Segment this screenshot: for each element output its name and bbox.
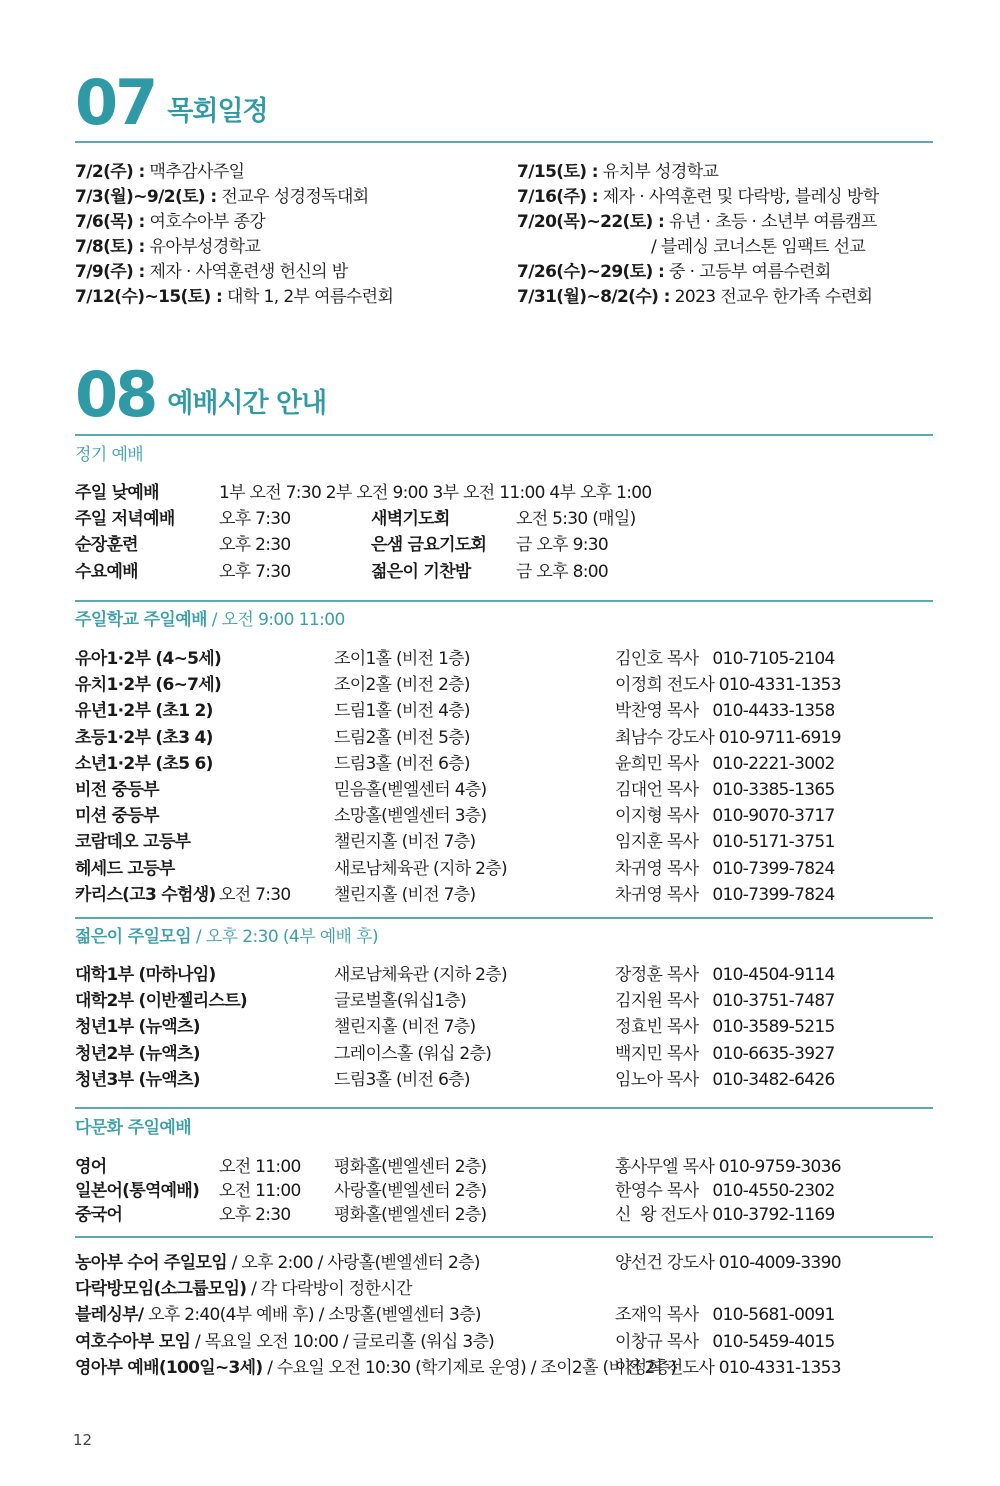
- table-row: [75, 644, 933, 670]
- worship-name: 수요예배: [75, 561, 138, 582]
- schedule-date: 7/6(목) :: [75, 212, 145, 232]
- table-row: [75, 670, 933, 696]
- worship-time: 금 오후 9:30: [516, 535, 608, 556]
- schedule-text: 2023 전교우 한가족 수련회: [669, 287, 873, 307]
- table-row: [75, 696, 933, 722]
- page-number: 12: [73, 1431, 93, 1449]
- place: 사랑홀(벧엘센터 2층): [334, 1181, 487, 1202]
- table-row: [75, 854, 933, 880]
- worship-name: 새벽기도회: [371, 509, 450, 530]
- worship-name: 주일 저녁예배: [75, 509, 175, 530]
- meeting-name: 농아부 수어 주일모임: [75, 1253, 227, 1273]
- contact: 윤희민 목사 010-2221-3002: [615, 753, 835, 774]
- place: 챌린지홀 (비전 7층): [334, 832, 476, 853]
- place: 믿음홀(벧엘센터 4층): [334, 779, 487, 800]
- contact: 장정훈 목사 010-4504-9114: [615, 965, 835, 985]
- other-meetings: [75, 1248, 933, 1379]
- multicultural-title-text: 다문화 주일예배: [75, 1118, 192, 1138]
- schedule-item: [75, 210, 515, 235]
- divider: [75, 434, 933, 436]
- contact: 임노아 목사 010-3482-6426: [615, 1069, 835, 1090]
- contact: 이정희 전도사 010-4331-1353: [615, 1357, 841, 1378]
- place: 평화홀(벧엘센터 2층): [334, 1157, 487, 1177]
- schedule-date: 7/9(주) :: [75, 262, 145, 282]
- contact: 이지형 목사 010-9070-3717: [615, 806, 835, 827]
- place: 글로벌홀(워십1층): [334, 991, 467, 1012]
- place: 그레이스홀 (워십 2층): [334, 1043, 492, 1064]
- table-row: [75, 723, 933, 749]
- department: 코람데오 고등부: [75, 832, 191, 853]
- department: 청년2부 (뉴액츠): [75, 1043, 200, 1064]
- regular-worship-table: [75, 478, 933, 583]
- divider: [75, 917, 933, 919]
- youth-title: [75, 924, 378, 950]
- youth-title-time: / 오후 2:30 (4부 예배 후): [191, 927, 379, 947]
- schedule-date: 7/2(주) :: [75, 162, 145, 182]
- department: 비전 중등부: [75, 779, 159, 800]
- schedule-left-column: [75, 160, 515, 310]
- schedule-text: 대학 1, 2부 여름수련회: [222, 287, 394, 307]
- divider: [75, 1107, 933, 1109]
- worship-name: 젊은이 기찬밤: [371, 561, 471, 582]
- meeting-name: 여호수아부 모임: [75, 1331, 191, 1352]
- contact: 차귀영 목사 010-7399-7824: [615, 858, 835, 879]
- time: 오전 11:00: [219, 1157, 301, 1177]
- contact: 임지훈 목사 010-5171-3751: [615, 832, 835, 853]
- section-title: 예배시간 안내: [167, 388, 327, 419]
- contact: 양선건 강도사 010-4009-3390: [615, 1253, 841, 1273]
- pastoral-schedule: [75, 160, 957, 310]
- meeting-detail: / 수요일 오전 10:30 (학기제로 운영) / 조이2홀 (비전 2층): [262, 1357, 677, 1378]
- multicultural-title: [75, 1115, 191, 1141]
- contact: 최남수 강도사 010-9711-6919: [615, 727, 841, 748]
- table-row: [75, 986, 933, 1012]
- department: 청년1부 (뉴액츠): [75, 1017, 200, 1038]
- place: 드림2홀 (비전 5층): [334, 727, 470, 748]
- worship-row: [75, 478, 933, 504]
- schedule-text: 제자 · 사역훈련생 헌신의 밤: [144, 262, 348, 282]
- contact: 신 왕 전도사 010-3792-1169: [615, 1205, 835, 1226]
- time: 오후 2:30: [219, 1205, 291, 1226]
- worship-row: [75, 557, 933, 583]
- department: 소년1·2부 (초5 6): [75, 753, 213, 774]
- schedule-item: [517, 260, 957, 285]
- table-row: [75, 1039, 933, 1065]
- place: 드림3홀 (비전 6층): [334, 753, 470, 774]
- table-row: [75, 749, 933, 775]
- place: 드림3홀 (비전 6층): [334, 1069, 470, 1090]
- youth-table: [75, 960, 933, 1091]
- section-title: 목회일정: [167, 96, 268, 127]
- meeting-info: [75, 1300, 481, 1325]
- schedule-item: [517, 285, 957, 310]
- language: 영어: [75, 1157, 107, 1177]
- place: 소망홀(벧엘센터 3층): [334, 806, 487, 827]
- worship-time: 금 오후 8:00: [516, 561, 608, 582]
- meeting-row: [75, 1274, 933, 1300]
- multicultural-table: [75, 1152, 933, 1225]
- schedule-item: [517, 160, 957, 185]
- contact: 이창규 목사 010-5459-4015: [615, 1331, 835, 1352]
- department: 청년3부 (뉴액츠): [75, 1069, 200, 1090]
- department: 미션 중등부: [75, 806, 159, 827]
- section-08-header: [75, 358, 327, 431]
- department: 대학1부 (마하나임): [75, 965, 216, 985]
- place: 챌린지홀 (비전 7층): [334, 1017, 476, 1038]
- schedule-item: [75, 235, 515, 260]
- sunday-school-title: [75, 607, 345, 633]
- schedule-text: 여호수아부 종강: [144, 212, 266, 232]
- table-row: [75, 1012, 933, 1038]
- schedule-item: [75, 160, 515, 185]
- place: 평화홀(벧엘센터 2층): [334, 1205, 487, 1226]
- section-07-header: [75, 66, 268, 139]
- department: 카리스(고3 수험생): [75, 884, 216, 905]
- schedule-item: [75, 260, 515, 285]
- place: 조이1홀 (비전 1층): [334, 649, 470, 669]
- worship-time: 오전 5:30 (매일): [516, 509, 636, 530]
- contact: 조재익 목사 010-5681-0091: [615, 1305, 835, 1326]
- worship-time: 1부 오전 7:30 2부 오전 9:00 3부 오전 11:00 4부 오후 1:00: [219, 483, 652, 503]
- schedule-item: [517, 235, 957, 260]
- table-row: [75, 1065, 933, 1091]
- schedule-date: 7/3(월)~9/2(토) :: [75, 187, 217, 207]
- table-row: [75, 775, 933, 801]
- worship-name: 주일 낮예배: [75, 483, 159, 503]
- place: 드림1홀 (비전 4층): [334, 701, 470, 722]
- schedule-text: 맥추감사주일: [144, 162, 245, 182]
- worship-time: 오후 7:30: [219, 509, 291, 530]
- schedule-date: 7/31(월)~8/2(수) :: [517, 287, 670, 307]
- worship-name: 은샘 금요기도회: [371, 535, 487, 556]
- worship-row: [75, 530, 933, 556]
- department-time: 오전 7:30: [219, 884, 291, 905]
- department: 초등1·2부 (초3 4): [75, 727, 213, 748]
- section-number: 07: [75, 66, 156, 139]
- place: 새로남체육관 (지하 2층): [334, 965, 507, 985]
- meeting-info: [75, 1353, 676, 1378]
- time: 오전 11:00: [219, 1181, 301, 1202]
- meeting-detail: / 각 다락방이 정한시간: [246, 1279, 412, 1300]
- divider: [75, 1236, 933, 1238]
- schedule-item: [75, 185, 515, 210]
- meeting-detail: 오후 2:40(4부 예배 후) / 소망홀(벧엘센터 3층): [143, 1305, 481, 1326]
- schedule-right-column: [517, 160, 957, 310]
- divider: [75, 141, 933, 143]
- language: 일본어(통역예배): [75, 1181, 200, 1202]
- meeting-row: [75, 1300, 933, 1326]
- table-row: [75, 1152, 933, 1176]
- contact: 김대언 목사 010-3385-1365: [615, 779, 835, 800]
- schedule-date: 7/26(수)~29(토) :: [517, 262, 665, 282]
- contact: 김지원 목사 010-3751-7487: [615, 991, 835, 1012]
- regular-worship-title: 정기 예배: [75, 445, 144, 465]
- meeting-detail: / 목요일 오전 10:00 / 글로리홀 (워십 3층): [190, 1331, 495, 1352]
- schedule-text: 유치부 성경학교: [597, 162, 719, 182]
- table-row: [75, 801, 933, 827]
- contact: 홍사무엘 목사 010-9759-3036: [615, 1157, 841, 1177]
- schedule-item: [517, 210, 957, 235]
- meeting-info: [75, 1248, 480, 1273]
- schedule-date: 7/12(수)~15(토) :: [75, 287, 223, 307]
- meeting-name: 다락방모임(소그룹모임): [75, 1279, 247, 1300]
- contact: 한영수 목사 010-4550-2302: [615, 1181, 835, 1202]
- worship-name: 순장훈련: [75, 535, 138, 556]
- meeting-info: [75, 1327, 494, 1352]
- meeting-name: 블레싱부/: [75, 1305, 144, 1326]
- schedule-date: 7/20(목)~22(토) :: [517, 212, 665, 232]
- department: 유년1·2부 (초1 2): [75, 701, 213, 722]
- department: 대학2부 (이반젤리스트): [75, 991, 247, 1012]
- meeting-info: [75, 1274, 412, 1299]
- youth-title-bold: 젊은이 주일모임: [75, 927, 192, 947]
- meeting-row: [75, 1248, 933, 1274]
- worship-time: 오후 2:30: [219, 535, 291, 556]
- table-row: [75, 1200, 933, 1224]
- contact: 이정희 전도사 010-4331-1353: [615, 675, 841, 696]
- department: 유아1·2부 (4~5세): [75, 649, 222, 669]
- table-row: [75, 880, 933, 906]
- worship-time: 오후 7:30: [219, 561, 291, 582]
- contact: 백지민 목사 010-6635-3927: [615, 1043, 835, 1064]
- place: 새로남체육관 (지하 2층): [334, 858, 507, 879]
- table-row: [75, 827, 933, 853]
- table-row: [75, 1176, 933, 1200]
- schedule-text: 유년 · 초등 · 소년부 여름캠프: [664, 212, 877, 232]
- department: 헤세드 고등부: [75, 858, 175, 879]
- contact: 정효빈 목사 010-3589-5215: [615, 1017, 835, 1038]
- schedule-date: 7/15(토) :: [517, 162, 598, 182]
- sunday-school-title-time: / 오전 9:00 11:00: [206, 610, 345, 630]
- language: 중국어: [75, 1205, 123, 1226]
- worship-row: [75, 504, 933, 530]
- meeting-detail: / 오후 2:00 / 사랑홀(벧엘센터 2층): [226, 1253, 480, 1273]
- contact: 차귀영 목사 010-7399-7824: [615, 884, 835, 905]
- schedule-item: [75, 285, 515, 310]
- schedule-text: 전교우 성경정독대회: [216, 187, 369, 207]
- section-number: 08: [75, 358, 156, 431]
- contact: 박찬영 목사 010-4433-1358: [615, 701, 835, 722]
- schedule-text: 중 · 고등부 여름수련회: [664, 262, 831, 282]
- sunday-school-table: [75, 644, 933, 906]
- place: 챌린지홀 (비전 7층): [334, 884, 476, 905]
- meeting-name: 영아부 예배(100일~3세): [75, 1357, 263, 1378]
- meeting-row: [75, 1353, 933, 1379]
- contact: 김인호 목사 010-7105-2104: [615, 649, 835, 669]
- sunday-school-title-bold: 주일학교 주일예배: [75, 610, 207, 630]
- place: 조이2홀 (비전 2층): [334, 675, 470, 696]
- divider: [75, 600, 933, 602]
- schedule-date: 7/16(주) :: [517, 187, 598, 207]
- meeting-row: [75, 1327, 933, 1353]
- schedule-item: [517, 185, 957, 210]
- schedule-text: 제자 · 사역훈련 및 다락방, 블레싱 방학: [597, 187, 879, 207]
- department: 유치1·2부 (6~7세): [75, 675, 222, 696]
- schedule-text: / 블레싱 코너스톤 임팩트 선교: [651, 237, 866, 257]
- table-row: [75, 960, 933, 986]
- schedule-date: 7/8(토) :: [75, 237, 145, 257]
- schedule-text: 유아부성경학교: [144, 237, 261, 257]
